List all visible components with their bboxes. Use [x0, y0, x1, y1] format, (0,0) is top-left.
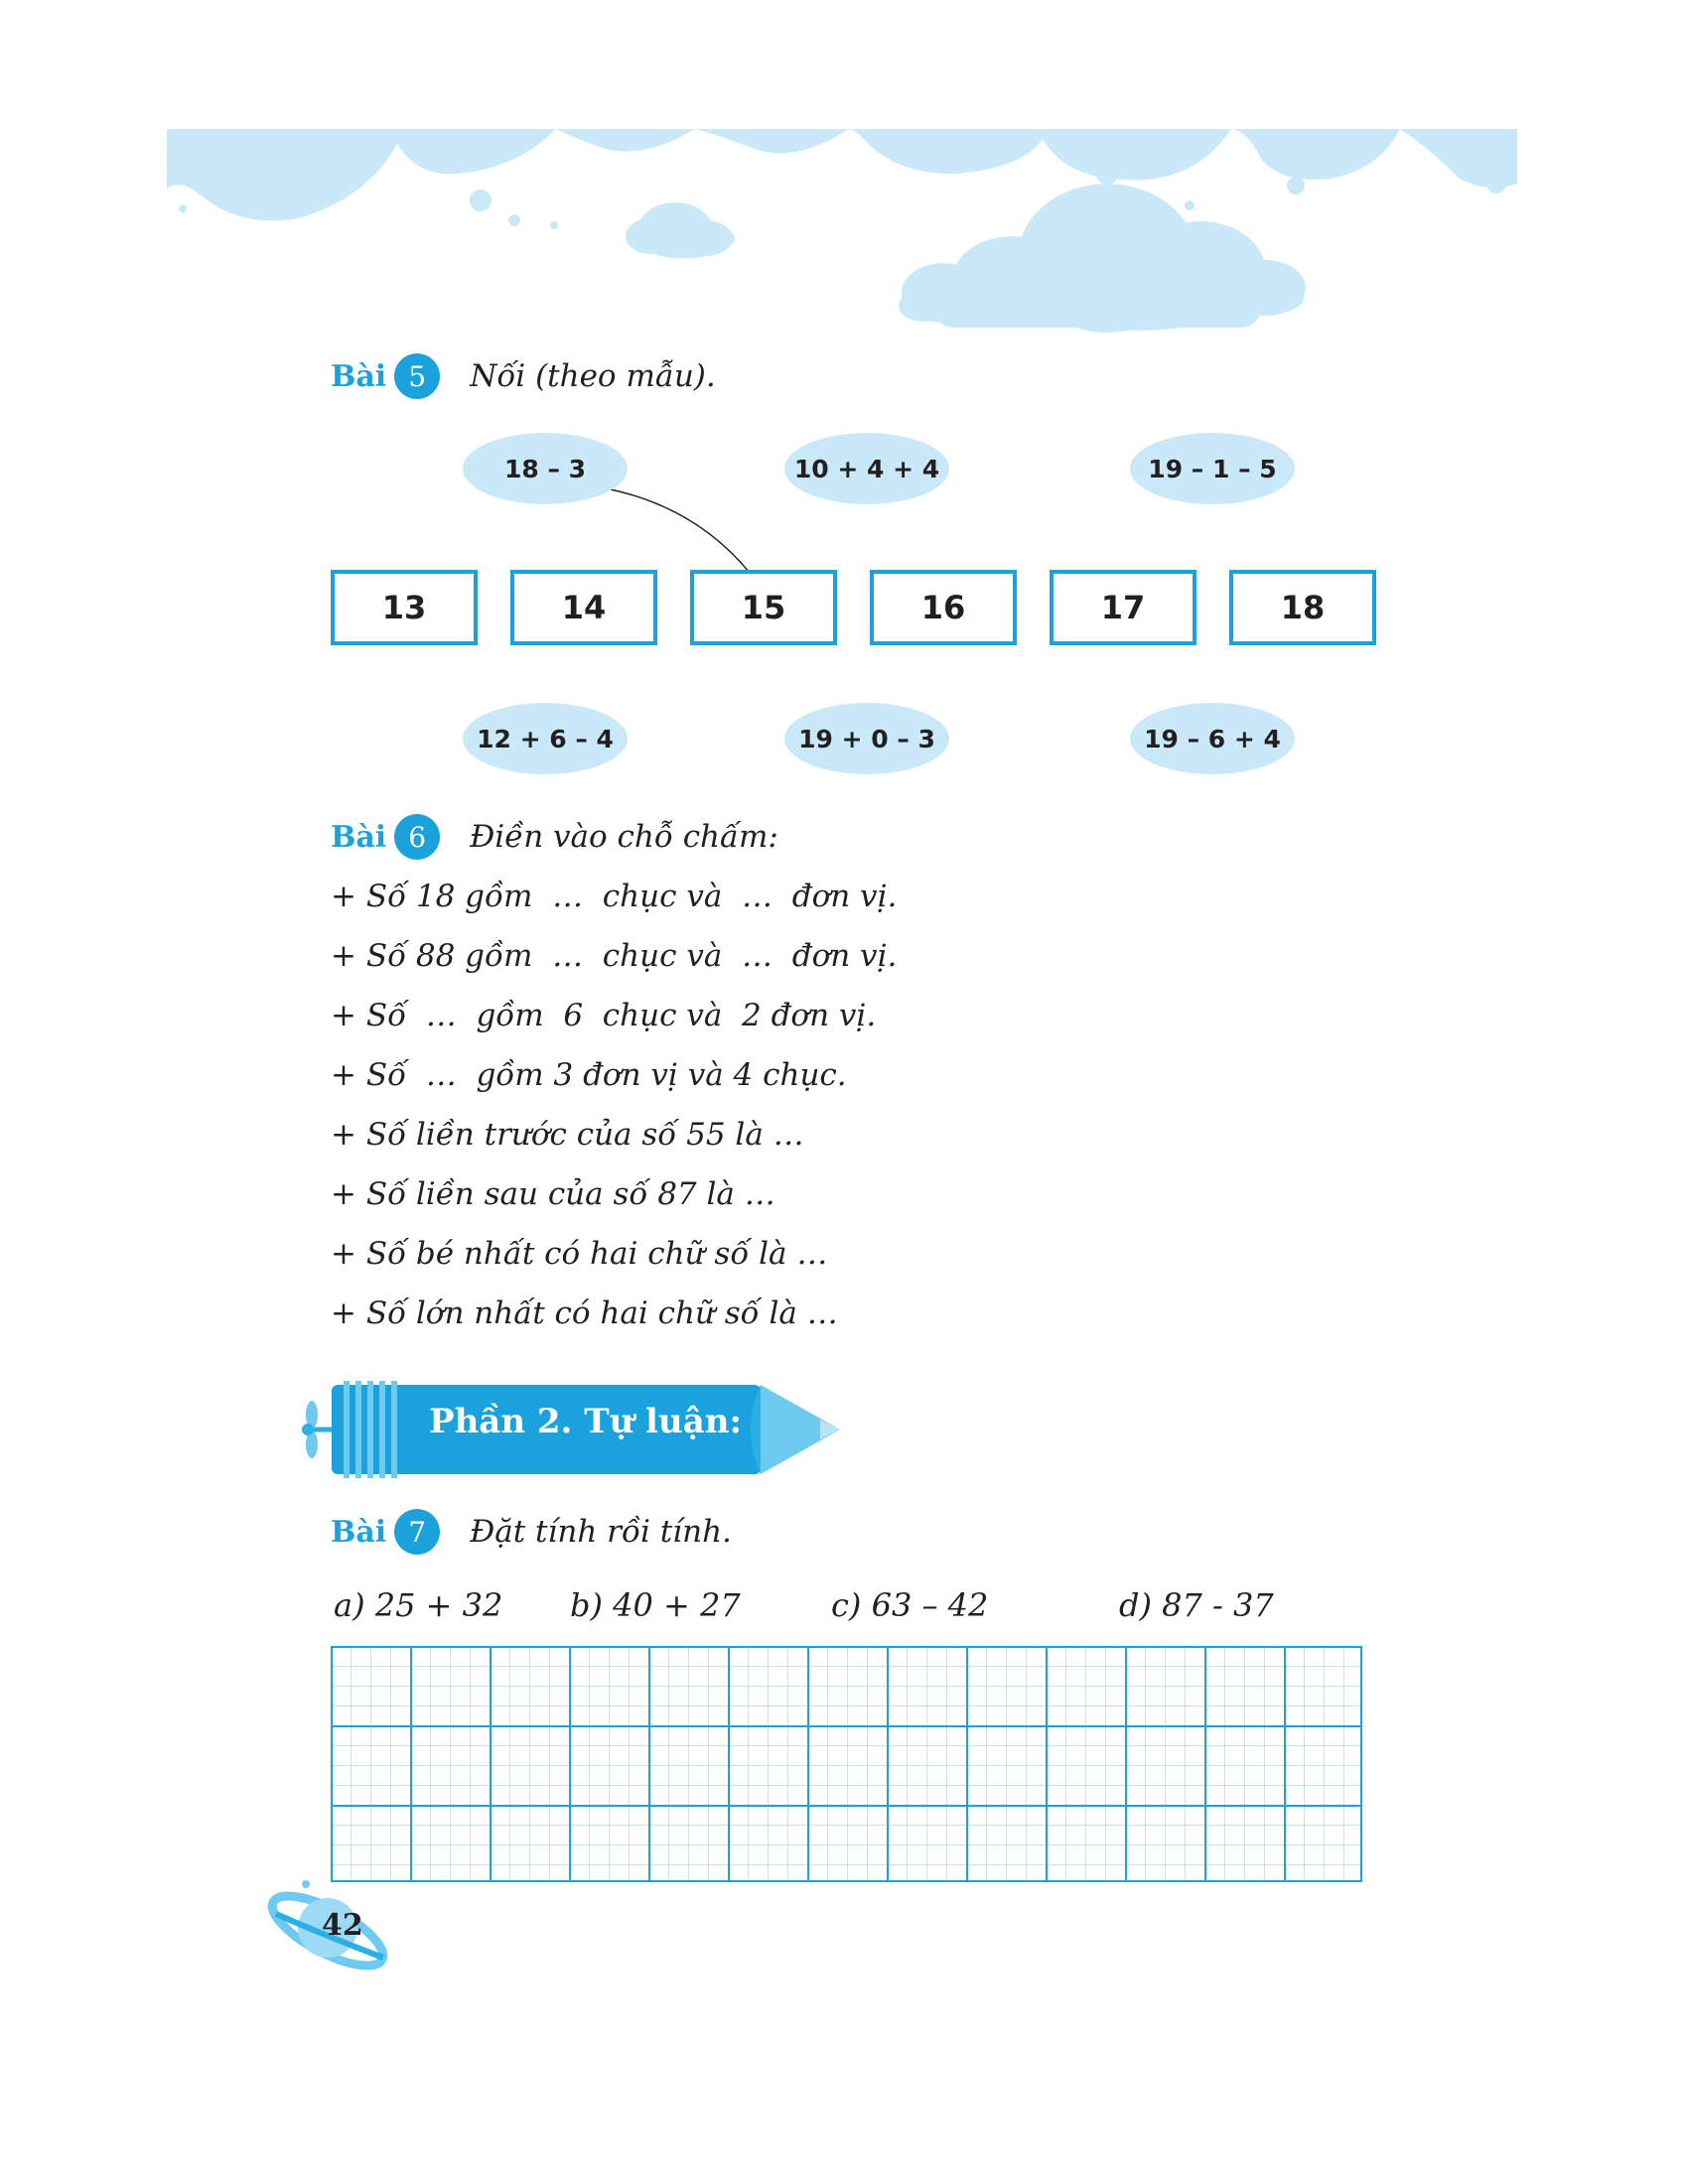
- number-box-18[interactable]: 18: [1229, 570, 1376, 645]
- expression-oval-bottom-1[interactable]: 12 + 6 – 4: [463, 703, 628, 774]
- expression-oval-top-1[interactable]: 18 – 3: [463, 433, 628, 504]
- exercise-instruction: Đặt tính rồi tính.: [470, 1514, 732, 1550]
- fill-blank-line-5[interactable]: + Số liền trước của số 55 là …: [331, 1117, 804, 1153]
- fill-blank-line-4[interactable]: + Số … gồm 3 đơn vị và 4 chục.: [331, 1057, 847, 1093]
- fill-blank-line-3[interactable]: + Số … gồm 6 chục và 2 đơn vị.: [331, 998, 877, 1033]
- exercise-number-badge: 7: [394, 1509, 440, 1555]
- expression-oval-bottom-2[interactable]: 19 + 0 – 3: [784, 703, 949, 774]
- fill-blank-line-8[interactable]: + Số lớn nhất có hai chữ số là …: [331, 1296, 838, 1331]
- number-box-15[interactable]: 15: [690, 570, 837, 645]
- exercise-instruction: Điền vào chỗ chấm:: [470, 819, 778, 855]
- number-box-17[interactable]: 17: [1050, 570, 1196, 645]
- fill-blank-line-6[interactable]: + Số liền sau của số 87 là …: [331, 1176, 775, 1212]
- fill-blank-line-2[interactable]: + Số 88 gồm … chục và … đơn vị.: [331, 938, 898, 974]
- cloud-header-decoration: [0, 0, 1688, 357]
- exercise-number-badge: 5: [394, 353, 440, 399]
- exercise-6-header: [331, 814, 778, 860]
- fill-blank-line-7[interactable]: + Số bé nhất có hai chữ số là …: [331, 1236, 828, 1272]
- problem-d: d) 87 - 37: [1119, 1586, 1274, 1624]
- expression-oval-bottom-3[interactable]: 19 – 6 + 4: [1130, 703, 1295, 774]
- number-box-13[interactable]: 13: [331, 570, 478, 645]
- expression-oval-top-2[interactable]: 10 + 4 + 4: [784, 433, 949, 504]
- problem-c: c) 63 – 42: [831, 1586, 989, 1624]
- section-title: Phần 2. Tự luận:: [429, 1402, 742, 1441]
- exercise-label: Bài: [331, 819, 387, 855]
- calculation-grid[interactable]: [331, 1646, 1362, 1882]
- number-box-16[interactable]: 16: [870, 570, 1017, 645]
- exercise-label: Bài: [331, 1514, 387, 1550]
- number-box-14[interactable]: 14: [510, 570, 657, 645]
- exercise-label: Bài: [331, 358, 387, 394]
- exercise-number-badge: 6: [394, 814, 440, 860]
- problem-a: a) 25 + 32: [334, 1586, 503, 1624]
- expression-oval-top-3[interactable]: 19 – 1 – 5: [1130, 433, 1295, 504]
- exercise-7-header: [331, 1509, 732, 1555]
- fill-blank-line-1[interactable]: + Số 18 gồm … chục và … đơn vị.: [331, 879, 898, 914]
- page-number: 42: [322, 1908, 363, 1943]
- exercise-5-header: [331, 353, 716, 399]
- problem-b: b) 40 + 27: [570, 1586, 741, 1624]
- exercise-instruction: Nối (theo mẫu).: [470, 358, 716, 394]
